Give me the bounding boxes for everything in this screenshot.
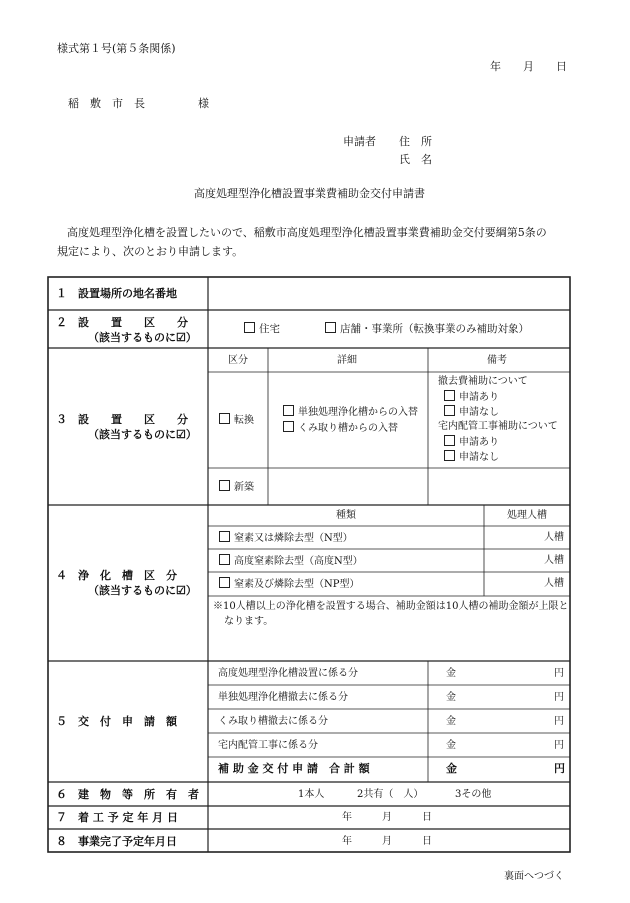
option-tenkan[interactable]: 転換 xyxy=(219,413,254,428)
note-line-1: ※10人槽以上の浄化槽を設置する場合、補助金額は10人槽の補助金額が上限と xyxy=(213,601,569,612)
row3-label: ３ 設 置 区 分 xyxy=(56,413,188,426)
row1-input[interactable] xyxy=(210,280,568,308)
start-date-value[interactable]: 年 月 日 xyxy=(342,812,432,823)
amount-item-2: 単独処理浄化槽撤去に係る分 xyxy=(218,692,348,703)
owner-option-1[interactable]: 1本人 xyxy=(298,789,325,800)
row6-label: ６ 建 物 等 所 有 者 xyxy=(56,788,199,801)
continued-note: 裏面へつづく xyxy=(504,871,564,882)
checkbox-icon[interactable] xyxy=(219,577,230,588)
option-house[interactable]: 住宅 xyxy=(244,322,280,336)
unit-2: 人槽 xyxy=(544,555,564,566)
option-shinchiku[interactable]: 新築 xyxy=(219,480,254,495)
checkbox-icon[interactable] xyxy=(444,405,455,416)
option-type-3[interactable]: 窒素及び燐除去型（NP型） xyxy=(219,577,359,592)
row2-label: ２ 設 置 区 分 xyxy=(56,316,188,329)
row3-sublabel: （該当するものに☑） xyxy=(88,428,197,441)
name-label: 氏 名 xyxy=(399,153,432,166)
row4-sublabel: （該当するものに☑） xyxy=(88,584,197,597)
form-number: 様式第１号(第５条関係) xyxy=(57,42,176,55)
col-kubun: 区分 xyxy=(228,355,248,366)
option-type-1[interactable]: 窒素又は燐除去型（N型） xyxy=(219,531,353,546)
checkbox-icon[interactable] xyxy=(283,421,294,432)
checkbox-icon[interactable] xyxy=(219,531,230,542)
kin-1: 金 xyxy=(446,668,456,679)
remarks-title-2: 宅内配管工事補助について xyxy=(438,421,558,432)
kin-2: 金 xyxy=(446,692,456,703)
checkbox-icon[interactable] xyxy=(219,413,230,424)
remarks-no-2[interactable]: 申請なし xyxy=(444,450,499,465)
remarks-yes-1[interactable]: 申請あり xyxy=(444,390,499,405)
col-detail: 詳細 xyxy=(337,355,357,366)
amount-total-label: 補 助 金 交 付 申 請 合 計 額 xyxy=(218,762,370,775)
applicant-label: 申請者 xyxy=(343,135,376,148)
document-title: 高度処理型浄化槽設置事業費補助金交付申請書 xyxy=(194,187,425,200)
note-line-2: なります。 xyxy=(224,616,274,627)
yen-3: 円 xyxy=(554,716,564,727)
col-capacity: 処理人槽 xyxy=(507,510,547,521)
addressee: 稲 敷 市 長 xyxy=(68,97,145,110)
checkbox-icon[interactable] xyxy=(244,322,255,333)
date-line: 年 月 日 xyxy=(490,60,567,73)
honorific: 様 xyxy=(198,97,209,110)
remarks-yes-2[interactable]: 申請あり xyxy=(444,435,499,450)
yen-4: 円 xyxy=(554,740,564,751)
row8-label: ８ 事業完了予定年月日 xyxy=(56,835,177,848)
kin-total: 金 xyxy=(446,762,457,775)
intro-line-2: 規定により、次のとおり申請します。 xyxy=(57,245,244,258)
owner-option-2[interactable]: 2共有（ 人） xyxy=(357,789,424,800)
option-detail-2[interactable]: くみ取り槽からの入替 xyxy=(283,421,398,436)
yen-2: 円 xyxy=(554,692,564,703)
col-remarks: 備考 xyxy=(487,355,507,366)
unit-1: 人槽 xyxy=(544,532,564,543)
col-type: 種類 xyxy=(336,510,356,521)
checkbox-icon[interactable] xyxy=(444,450,455,461)
intro-line-1: 高度処理型浄化槽を設置したいので、稲敷市高度処理型浄化槽設置事業費補助金交付要綱第5条の xyxy=(67,226,547,239)
yen-total: 円 xyxy=(554,762,565,775)
checkbox-icon[interactable] xyxy=(283,405,294,416)
amount-item-3: くみ取り槽撤去に係る分 xyxy=(218,716,328,727)
row5-label: ５ 交 付 申 請 額 xyxy=(56,715,177,728)
owner-option-3[interactable]: 3その他 xyxy=(455,789,492,800)
row2-sublabel: （該当するものに☑） xyxy=(88,331,197,344)
option-detail-1[interactable]: 単独処理浄化槽からの入替 xyxy=(283,405,418,420)
remarks-no-1[interactable]: 申請なし xyxy=(444,405,499,420)
kin-4: 金 xyxy=(446,740,456,751)
remarks-title-1: 撤去費補助について xyxy=(438,376,528,387)
row4-label: ４ 浄 化 槽 区 分 xyxy=(56,569,177,582)
row1-label: １ 設置場所の地名番地 xyxy=(56,287,177,300)
checkbox-icon[interactable] xyxy=(219,480,230,491)
checkbox-icon[interactable] xyxy=(325,322,336,333)
address-label: 住 所 xyxy=(399,135,432,148)
amount-item-4: 宅内配管工事に係る分 xyxy=(218,740,318,751)
checkbox-icon[interactable] xyxy=(444,435,455,446)
kin-3: 金 xyxy=(446,716,456,727)
row7-label: ７ 着 工 予 定 年 月 日 xyxy=(56,811,178,824)
yen-1: 円 xyxy=(554,668,564,679)
amount-item-1: 高度処理型浄化槽設置に係る分 xyxy=(218,668,358,679)
unit-3: 人槽 xyxy=(544,578,564,589)
option-shop[interactable]: 店舗・事業所（転換事業のみ補助対象） xyxy=(325,322,529,336)
checkbox-icon[interactable] xyxy=(444,390,455,401)
checkbox-icon[interactable] xyxy=(219,554,230,565)
option-type-2[interactable]: 高度窒素除去型（高度N型） xyxy=(219,554,363,569)
completion-date-value[interactable]: 年 月 日 xyxy=(342,836,432,847)
